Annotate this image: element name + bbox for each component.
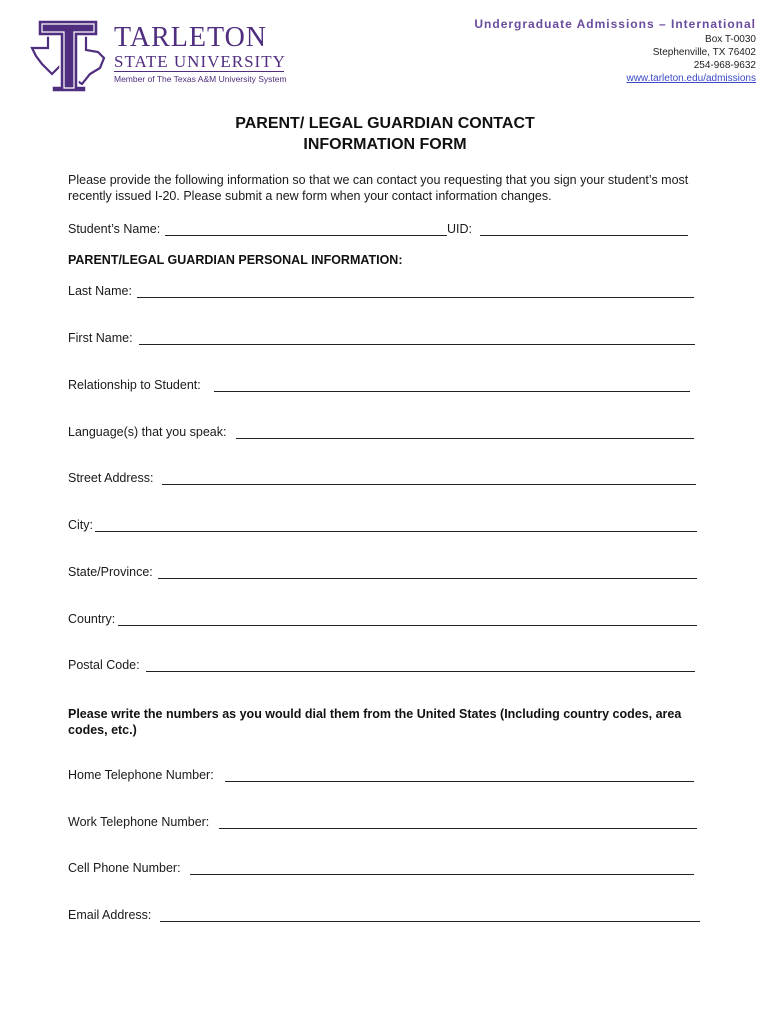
website-link[interactable]: www.tarleton.edu/admissions xyxy=(626,73,756,84)
address-box: Box T-0030 xyxy=(705,34,756,45)
postal-code-label: Postal Code: xyxy=(68,658,140,672)
first-name-label: First Name: xyxy=(68,331,133,345)
cell-phone-label: Cell Phone Number: xyxy=(68,861,181,875)
section-heading: PARENT/LEGAL GUARDIAN PERSONAL INFORMATION: xyxy=(68,253,403,267)
state-field[interactable] xyxy=(158,578,697,579)
relationship-label: Relationship to Student: xyxy=(68,378,201,392)
phone-instructions: Please write the numbers as you would dial them from the United States (Including country codes, area codes, etc.) xyxy=(68,707,682,737)
first-name-field[interactable] xyxy=(139,344,695,345)
email-label: Email Address: xyxy=(68,908,152,922)
work-phone-field[interactable] xyxy=(219,828,697,829)
address-city: Stephenville, TX 76402 xyxy=(652,47,756,58)
department-name: Undergraduate Admissions – International xyxy=(474,17,756,31)
city-field[interactable] xyxy=(95,531,697,532)
home-phone-label: Home Telephone Number: xyxy=(68,768,214,782)
city-label: City: xyxy=(68,518,93,532)
form-intro: Please provide the following information so that we can contact you requesting that you sign your student’s most recently issued I-20. Please submit a new form when your contact information changes. xyxy=(68,173,689,203)
cell-phone-field[interactable] xyxy=(190,874,694,875)
relationship-field[interactable] xyxy=(214,391,690,392)
student-name-field[interactable] xyxy=(165,235,447,236)
languages-field[interactable] xyxy=(236,438,694,439)
street-address-field[interactable] xyxy=(162,484,696,485)
postal-code-field[interactable] xyxy=(146,671,695,672)
address-phone: 254-968-9632 xyxy=(693,60,756,71)
university-name: TARLETON xyxy=(114,22,268,53)
logo-divider xyxy=(114,71,284,72)
country-field[interactable] xyxy=(118,625,697,626)
last-name-label: Last Name: xyxy=(68,284,132,298)
work-phone-label: Work Telephone Number: xyxy=(68,815,210,829)
country-label: Country: xyxy=(68,612,116,626)
home-phone-field[interactable] xyxy=(225,781,694,782)
university-subtitle: STATE UNIVERSITY xyxy=(114,52,286,71)
street-address-label: Street Address: xyxy=(68,471,154,485)
state-label: State/Province: xyxy=(68,565,153,579)
student-name-label: Student’s Name: xyxy=(68,222,161,236)
uid-field[interactable] xyxy=(480,235,688,236)
form-title: PARENT/ LEGAL GUARDIAN CONTACT xyxy=(235,115,535,132)
uid-label: UID: xyxy=(447,222,472,236)
university-logo xyxy=(26,14,288,94)
form-title-line2: INFORMATION FORM xyxy=(303,136,467,153)
languages-label: Language(s) that you speak: xyxy=(68,425,227,439)
email-field[interactable] xyxy=(160,921,700,922)
last-name-field[interactable] xyxy=(137,297,694,298)
tarleton-t-logo-icon xyxy=(26,14,114,94)
member-text: Member of The Texas A&M University System xyxy=(114,74,287,84)
